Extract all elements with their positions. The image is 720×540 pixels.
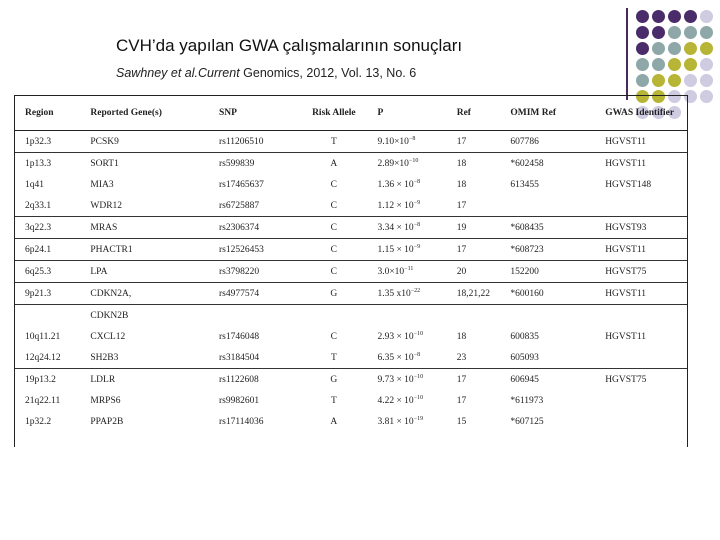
cell-snp: rs17114036 — [218, 416, 264, 427]
table-row — [15, 261, 687, 283]
table-row — [15, 174, 687, 195]
cell-omim-ref: 152200 — [506, 261, 601, 283]
p-value-exponent: −10 — [413, 394, 424, 401]
p-value-exponent: −22 — [410, 287, 421, 294]
p-value-exponent: −19 — [413, 415, 424, 422]
p-value-exponent: −8 — [413, 178, 421, 185]
p-value-base: 1.35 x10 — [377, 289, 411, 300]
cell-gwas-identifier: HGVST75 — [605, 374, 647, 385]
cell-gene: PCSK9 — [86, 131, 215, 153]
header-gene: Reported Gene(s) — [86, 96, 215, 131]
decorative-dot — [636, 58, 649, 71]
p-value-exponent: −9 — [413, 243, 421, 250]
cell-ref: 18 — [456, 331, 467, 342]
cell-region: 1q41 — [25, 179, 44, 190]
cell-gwas-identifier — [601, 411, 687, 432]
cell-ref: 17 — [453, 239, 507, 261]
cell-region: 21q22.11 — [25, 395, 61, 406]
p-value-exponent: −9 — [413, 199, 421, 206]
cell-ref: 23 — [453, 347, 507, 369]
cell-omim-ref — [506, 305, 601, 327]
cell-gene: PHACTR1 — [86, 239, 215, 261]
decorative-dot — [668, 58, 681, 71]
cell-gwas-identifier: HGVST11 — [601, 283, 687, 305]
cell-snp: rs6725887 — [215, 195, 294, 217]
cell-snp: rs1122608 — [218, 374, 259, 385]
cell-p-value — [373, 305, 452, 327]
cell-gene: SORT1 — [90, 158, 119, 169]
cell-snp: rs3798220 — [215, 261, 294, 283]
cell-region: 2q33.1 — [15, 195, 86, 217]
decorative-dot — [684, 42, 697, 55]
cell-gwas-identifier: HGVST148 — [605, 179, 652, 190]
cell-snp: rs17465637 — [218, 179, 264, 190]
cell-p-value — [373, 283, 452, 305]
cell-omim-ref: *608723 — [506, 239, 601, 261]
table-row — [15, 347, 687, 369]
decorative-dot — [700, 42, 713, 55]
cell-gwas-identifier: HGVST11 — [605, 158, 647, 169]
cell-p-value — [373, 347, 452, 369]
cell-omim-ref: 605093 — [506, 347, 601, 369]
table-row — [15, 326, 687, 347]
cell-gene: CDKN2A, — [86, 283, 215, 305]
cell-gene: LDLR — [90, 374, 116, 385]
cell-region: 10q11.21 — [25, 331, 61, 342]
cell-p-value — [373, 390, 452, 411]
cell-ref: 18,21,22 — [453, 283, 507, 305]
cell-gene: CXCL12 — [90, 331, 126, 342]
cell-gwas-identifier: HGVST75 — [601, 261, 687, 283]
cell-risk-allele: C — [294, 239, 373, 261]
cell-p-value — [373, 195, 452, 217]
decorative-vertical-line — [626, 8, 628, 100]
cell-region: 6q25.3 — [15, 261, 86, 283]
header-region: Region — [15, 96, 86, 131]
cell-gene: CDKN2B — [90, 310, 129, 321]
cell-gwas-identifier: HGVST11 — [605, 331, 647, 342]
decorative-dot — [652, 10, 665, 23]
table-row — [15, 305, 687, 327]
p-value-exponent: −11 — [404, 265, 414, 272]
cell-gene: MIA3 — [90, 179, 114, 190]
cell-gwas-identifier: HGVST93 — [601, 217, 687, 239]
cell-snp: rs1746048 — [218, 331, 260, 342]
cell-omim-ref: *611973 — [510, 395, 544, 406]
cell-region — [15, 305, 86, 327]
table-row — [15, 131, 687, 153]
cell-region: 12q24.12 — [15, 347, 86, 369]
decorative-dot — [684, 26, 697, 39]
cell-risk-allele — [294, 305, 373, 327]
table-row — [15, 369, 687, 391]
p-value-base: 6.35 × 10 — [377, 353, 414, 364]
header-ref: Ref — [453, 96, 507, 131]
table-header-row — [15, 96, 687, 131]
cell-region: 3q22.3 — [15, 217, 86, 239]
decorative-dot — [700, 90, 713, 103]
cell-region: 1p32.2 — [25, 416, 52, 427]
cell-gwas-identifier — [601, 195, 687, 217]
cell-risk-allele: C — [330, 179, 338, 190]
cell-ref: 18 — [456, 158, 467, 169]
cell-gene: SH2B3 — [86, 347, 215, 369]
decorative-dot — [636, 74, 649, 87]
decorative-dot — [700, 58, 713, 71]
cell-ref: 17 — [456, 395, 467, 406]
cell-omim-ref: 600835 — [510, 331, 539, 342]
table-row — [15, 153, 687, 175]
cell-p-value — [373, 174, 452, 195]
cell-omim-ref: *602458 — [510, 158, 544, 169]
decorative-dot — [684, 74, 697, 87]
slide-subtitle — [116, 66, 416, 80]
header-gwas-identifier: GWAS Identifier — [601, 96, 687, 131]
gwas-results-table — [14, 95, 688, 447]
cell-gene: MRAS — [86, 217, 215, 239]
cell-p-value — [373, 261, 452, 283]
cell-gwas-identifier — [601, 390, 687, 411]
p-value-exponent: −8 — [413, 221, 421, 228]
cell-ref: 15 — [456, 416, 467, 427]
cell-omim-ref: *600160 — [506, 283, 601, 305]
table-row — [15, 411, 687, 432]
cell-snp: rs3184504 — [215, 347, 294, 369]
cell-p-value — [373, 217, 452, 239]
decorative-dot — [684, 10, 697, 23]
cell-snp: rs599839 — [218, 158, 255, 169]
cell-snp — [215, 305, 294, 327]
p-value-base: 2.93 × 10 — [377, 332, 414, 343]
header-p: P — [373, 96, 452, 131]
cell-region: 1p32.3 — [15, 131, 86, 153]
cell-ref: 17 — [453, 131, 507, 153]
cell-omim-ref: 607786 — [506, 131, 601, 153]
cell-risk-allele: G — [330, 374, 338, 385]
cell-omim-ref: *608435 — [506, 217, 601, 239]
table-row — [15, 239, 687, 261]
cell-gene: PPAP2B — [90, 416, 124, 427]
p-value-base: 1.15 × 10 — [377, 245, 414, 256]
cell-p-value — [373, 153, 452, 175]
table-row — [15, 195, 687, 217]
cell-ref: 19 — [453, 217, 507, 239]
cell-p-value — [373, 411, 452, 432]
slide-title: CVH’da yapılan GWA çalışmalarının sonuçları — [116, 36, 463, 55]
cell-omim-ref: *607125 — [510, 416, 544, 427]
decorative-dot — [668, 10, 681, 23]
cell-snp: rs12526453 — [215, 239, 294, 261]
decorative-dot — [668, 26, 681, 39]
p-value-base: 1.12 × 10 — [377, 201, 414, 212]
cell-omim-ref — [506, 195, 601, 217]
p-value-base: 4.22 × 10 — [377, 396, 414, 407]
p-value-exponent: −10 — [408, 157, 419, 164]
p-value-base: 9.73 × 10 — [377, 375, 414, 386]
p-value-exponent: −10 — [413, 373, 424, 380]
cell-gwas-identifier — [601, 347, 687, 369]
cell-risk-allele: A — [330, 416, 338, 427]
decorative-dot — [700, 10, 713, 23]
cell-ref: 17 — [456, 374, 467, 385]
cell-p-value — [373, 131, 452, 153]
subtitle-authors: Sawhney et al.Current — [116, 66, 240, 80]
table-row — [15, 390, 687, 411]
cell-region: 19p13.2 — [25, 374, 56, 385]
cell-region: 1p13.3 — [25, 158, 52, 169]
cell-risk-allele: G — [294, 283, 373, 305]
cell-snp: rs9982601 — [218, 395, 260, 406]
decorative-dot — [636, 42, 649, 55]
decorative-dot — [652, 42, 665, 55]
cell-gwas-identifier: HGVST11 — [601, 131, 687, 153]
cell-gwas-identifier: HGVST11 — [601, 239, 687, 261]
cell-snp: rs4977574 — [215, 283, 294, 305]
cell-gene: WDR12 — [86, 195, 215, 217]
cell-ref — [453, 305, 507, 327]
decorative-dot — [636, 26, 649, 39]
cell-gene: LPA — [86, 261, 215, 283]
cell-ref: 17 — [453, 195, 507, 217]
header-risk-allele: Risk Allele — [294, 96, 373, 131]
p-value-base: 3.0×10 — [377, 267, 405, 278]
cell-risk-allele: T — [294, 131, 373, 153]
cell-gene: MRPS6 — [90, 395, 121, 406]
table-row — [15, 217, 687, 239]
p-value-exponent: −8 — [408, 135, 416, 142]
decorative-dot — [636, 10, 649, 23]
decorative-dot — [652, 74, 665, 87]
cell-p-value — [373, 326, 452, 347]
cell-ref: 20 — [453, 261, 507, 283]
p-value-base: 1.36 × 10 — [377, 180, 414, 191]
decorative-dot — [652, 58, 665, 71]
cell-risk-allele: C — [294, 217, 373, 239]
cell-gwas-identifier — [601, 305, 687, 327]
header-snp: SNP — [215, 96, 294, 131]
p-value-base: 3.34 × 10 — [377, 223, 414, 234]
cell-p-value — [373, 369, 452, 391]
cell-p-value — [373, 239, 452, 261]
cell-region: 9p21.3 — [15, 283, 86, 305]
p-value-base: 3.81 × 10 — [377, 417, 414, 428]
table-row — [15, 283, 687, 305]
decorative-dot — [668, 74, 681, 87]
subtitle-journal: Genomics, 2012, Vol. 13, No. 6 — [239, 66, 417, 80]
cell-risk-allele: C — [294, 261, 373, 283]
decorative-dot — [700, 26, 713, 39]
cell-snp: rs11206510 — [215, 131, 294, 153]
cell-ref: 18 — [456, 179, 467, 190]
cell-omim-ref: 606945 — [510, 374, 539, 385]
cell-risk-allele: T — [294, 347, 373, 369]
cell-risk-allele: A — [330, 158, 338, 169]
decorative-dot — [652, 26, 665, 39]
p-value-base: 9.10×10 — [377, 137, 409, 148]
cell-risk-allele: C — [294, 195, 373, 217]
cell-risk-allele: C — [330, 331, 338, 342]
cell-snp: rs2306374 — [215, 217, 294, 239]
decorative-dot — [668, 42, 681, 55]
p-value-exponent: −8 — [413, 351, 421, 358]
p-value-exponent: −10 — [413, 330, 424, 337]
p-value-base: 2.89×10 — [377, 159, 409, 170]
cell-region: 6p24.1 — [15, 239, 86, 261]
header-omim-ref: OMIM Ref — [506, 96, 601, 131]
cell-omim-ref: 613455 — [510, 179, 539, 190]
decorative-dot — [684, 58, 697, 71]
decorative-dot — [700, 74, 713, 87]
cell-risk-allele: T — [330, 395, 337, 406]
